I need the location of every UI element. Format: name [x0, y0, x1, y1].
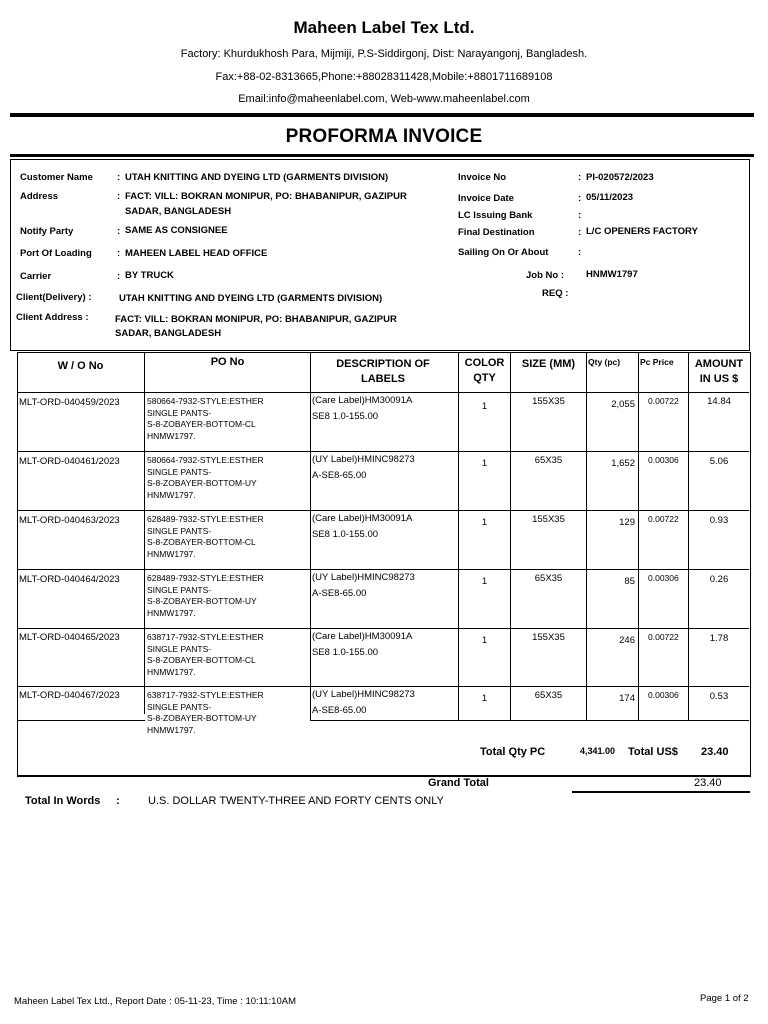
row2-price: 0.00306 [648, 455, 679, 465]
header-po-no: PO No [210, 356, 245, 368]
row5-color-qty: 1 [481, 635, 488, 646]
port-of-loading-colon: : [117, 248, 121, 259]
total-in-words-colon: : [116, 795, 120, 807]
invoice-date-label: Invoice Date [458, 193, 514, 204]
grand-total-underline [572, 791, 750, 793]
req-label: REQ : [542, 288, 569, 299]
row1-amount: 14.84 [707, 396, 731, 407]
total-qty-label: Total Qty PC [480, 746, 546, 758]
row2-color-qty: 1 [481, 458, 488, 469]
client-delivery-label: Client(Delivery) : [16, 292, 92, 303]
row3-qty: 129 [619, 517, 635, 528]
row6-wo-no: MLT-ORD-040467/2023 [19, 690, 120, 701]
invoice-date-value: 05/11/2023 [586, 192, 634, 203]
client-address-line2: SADAR, BANGLADESH [115, 328, 222, 339]
grand-total-label: Grand Total [428, 777, 489, 789]
row-line-6-right [310, 720, 749, 721]
row4-wo-no: MLT-ORD-040464/2023 [19, 574, 120, 585]
row2-description: (UY Label)HMINC98273 A-SE8-65.00 [312, 454, 415, 481]
row6-qty: 174 [619, 693, 635, 704]
lc-issuing-bank-label: LC Issuing Bank [458, 210, 533, 221]
col-divider-price [638, 352, 639, 720]
row5-description: (Care Label)HM30091A SE8 1.0-155.00 [312, 631, 413, 658]
row4-qty: 85 [624, 576, 635, 587]
client-address-label: Client Address : [16, 312, 89, 323]
company-address: Factory: Khurdukhosh Para, Mijmiji, P.S-Siddirgonj, Dist: Narayangonj, Bangladesh. [180, 48, 588, 60]
notify-party-label: Notify Party [20, 226, 74, 237]
page-number: Page 1 of 2 [700, 993, 749, 1004]
carrier-value: BY TRUCK [125, 270, 174, 281]
row2-size: 65X35 [534, 455, 563, 466]
carrier-colon: : [117, 271, 121, 282]
title-divider [10, 154, 754, 157]
header-color-qty: COLOR QTY [464, 357, 505, 384]
total-in-words-label: Total In Words [25, 795, 101, 807]
customer-name-colon: : [117, 172, 121, 183]
row6-description: (UY Label)HMINC98273 A-SE8-65.00 [312, 689, 415, 716]
row4-po-no: 628489-7932-STYLE:ESTHER SINGLE PANTS- S-8-ZOBAYER-BOTTOM-UY HNMW1797. [147, 573, 264, 619]
invoice-no-value: PI-020572/2023 [586, 172, 654, 183]
row1-description: (Care Label)HM30091A SE8 1.0-155.00 [312, 395, 413, 422]
row1-po-no: 580664-7932-STYLE:ESTHER SINGLE PANTS- S-8-ZOBAYER-BOTTOM-CL HNMW1797. [147, 396, 264, 442]
row6-color-qty: 1 [481, 693, 488, 704]
row3-description: (Care Label)HM30091A SE8 1.0-155.00 [312, 513, 413, 540]
row2-amount: 5.06 [709, 456, 729, 467]
report-footer: Maheen Label Tex Ltd., Report Date : 05-11-23, Time : 10:11:10AM [14, 996, 296, 1007]
total-usd-value: 23.40 [701, 746, 729, 758]
header-amount: AMOUNT IN US $ [694, 358, 744, 385]
notify-party-colon: : [117, 226, 121, 237]
row4-color-qty: 1 [481, 576, 488, 587]
row1-price: 0.00722 [648, 396, 679, 406]
port-of-loading-value: MAHEEN LABEL HEAD OFFICE [125, 248, 268, 259]
row2-wo-no: MLT-ORD-040461/2023 [19, 456, 120, 467]
port-of-loading-label: Port Of Loading [20, 248, 92, 259]
client-delivery-value: UTAH KNITTING AND DYEING LTD (GARMENTS DIVISION) [119, 293, 383, 304]
address-colon: : [117, 191, 121, 202]
row5-amount: 1.78 [709, 633, 729, 644]
col-divider-desc [310, 352, 311, 720]
row1-qty: 2,055 [611, 399, 635, 410]
grand-total-value: 23.40 [694, 777, 722, 789]
company-contact: Fax:+88-02-8313665,Phone:+88028311428,Mobile:+8801711689108 [215, 71, 553, 83]
carrier-label: Carrier [20, 271, 52, 282]
row5-qty: 246 [619, 635, 635, 646]
row3-price: 0.00722 [648, 514, 679, 524]
client-address-line1: FACT: VILL: BOKRAN MONIPUR, PO: BHABANIPUR, GAZIPUR [115, 314, 397, 325]
row-line-6-left [17, 720, 145, 721]
header-size: SIZE (MM) [521, 358, 576, 370]
sailing-colon: : [578, 247, 582, 258]
header-description: DESCRIPTION OF LABELS [336, 358, 430, 385]
row2-qty: 1,652 [611, 458, 635, 469]
address-value-line2: SADAR, BANGLADESH [125, 206, 232, 217]
col-divider-amount [688, 352, 689, 720]
header-qty: Qty (pc) [588, 357, 621, 367]
total-usd-label: Total US$ [628, 746, 678, 758]
lc-issuing-bank-colon: : [578, 210, 582, 221]
row4-size: 65X35 [534, 573, 563, 584]
row3-wo-no: MLT-ORD-040463/2023 [19, 515, 120, 526]
row1-color-qty: 1 [481, 401, 488, 412]
header-price: Pc Price [640, 357, 674, 367]
sailing-label: Sailing On Or About [458, 247, 549, 258]
row5-po-no: 638717-7932-STYLE:ESTHER SINGLE PANTS- S-8-ZOBAYER-BOTTOM-CL HNMW1797. [147, 632, 264, 678]
invoice-no-colon: : [578, 172, 582, 183]
row3-color-qty: 1 [481, 517, 488, 528]
row4-price: 0.00306 [648, 573, 679, 583]
total-in-words-value: U.S. DOLLAR TWENTY-THREE AND FORTY CENTS ONLY [148, 795, 444, 807]
invoice-no-label: Invoice No [458, 172, 507, 183]
row6-size: 65X35 [534, 690, 563, 701]
notify-party-value: SAME AS CONSIGNEE [125, 225, 228, 236]
row6-po-no: 638717-7932-STYLE:ESTHER SINGLE PANTS- S-8-ZOBAYER-BOTTOM-UY HNMW1797. [147, 690, 264, 736]
row2-po-no: 580664-7932-STYLE:ESTHER SINGLE PANTS- S-8-ZOBAYER-BOTTOM-UY HNMW1797. [147, 455, 264, 501]
row1-size: 155X35 [532, 396, 565, 407]
row6-amount: 0.53 [709, 691, 729, 702]
row3-po-no: 628489-7932-STYLE:ESTHER SINGLE PANTS- S-8-ZOBAYER-BOTTOM-CL HNMW1797. [147, 514, 264, 560]
row5-wo-no: MLT-ORD-040465/2023 [19, 632, 120, 643]
customer-name-value: UTAH KNITTING AND DYEING LTD (GARMENTS DIVISION) [125, 172, 389, 183]
header-divider [10, 113, 754, 117]
row5-size: 155X35 [532, 632, 565, 643]
row3-size: 155X35 [532, 514, 565, 525]
row4-amount: 0.26 [709, 574, 729, 585]
invoice-date-colon: : [578, 193, 582, 204]
company-name: Maheen Label Tex Ltd. [293, 18, 475, 37]
customer-name-label: Customer Name [20, 172, 93, 183]
row3-amount: 0.93 [709, 515, 729, 526]
final-destination-value: L/C OPENERS FACTORY [586, 226, 698, 237]
job-no-value: HNMW1797 [586, 269, 638, 280]
job-no-label: Job No : [526, 270, 564, 281]
address-label: Address [20, 191, 59, 202]
col-divider-qty [586, 352, 587, 720]
total-qty-value: 4,341.00 [580, 746, 616, 756]
document-title: PROFORMA INVOICE [285, 126, 483, 147]
final-destination-label: Final Destination [458, 227, 535, 238]
address-value-line1: FACT: VILL: BOKRAN MONIPUR, PO: BHABANIPUR, GAZIPUR [125, 191, 407, 202]
row6-price: 0.00306 [648, 690, 679, 700]
col-divider-po [144, 352, 145, 714]
header-wo-no: W / O No [57, 360, 104, 372]
col-divider-size [510, 352, 511, 720]
final-destination-colon: : [578, 227, 582, 238]
row5-price: 0.00722 [648, 632, 679, 642]
company-email-web: Email:info@maheenlabel.com, Web-www.maheenlabel.com [238, 93, 530, 105]
row1-wo-no: MLT-ORD-040459/2023 [19, 397, 120, 408]
row4-description: (UY Label)HMINC98273 A-SE8-65.00 [312, 572, 415, 599]
